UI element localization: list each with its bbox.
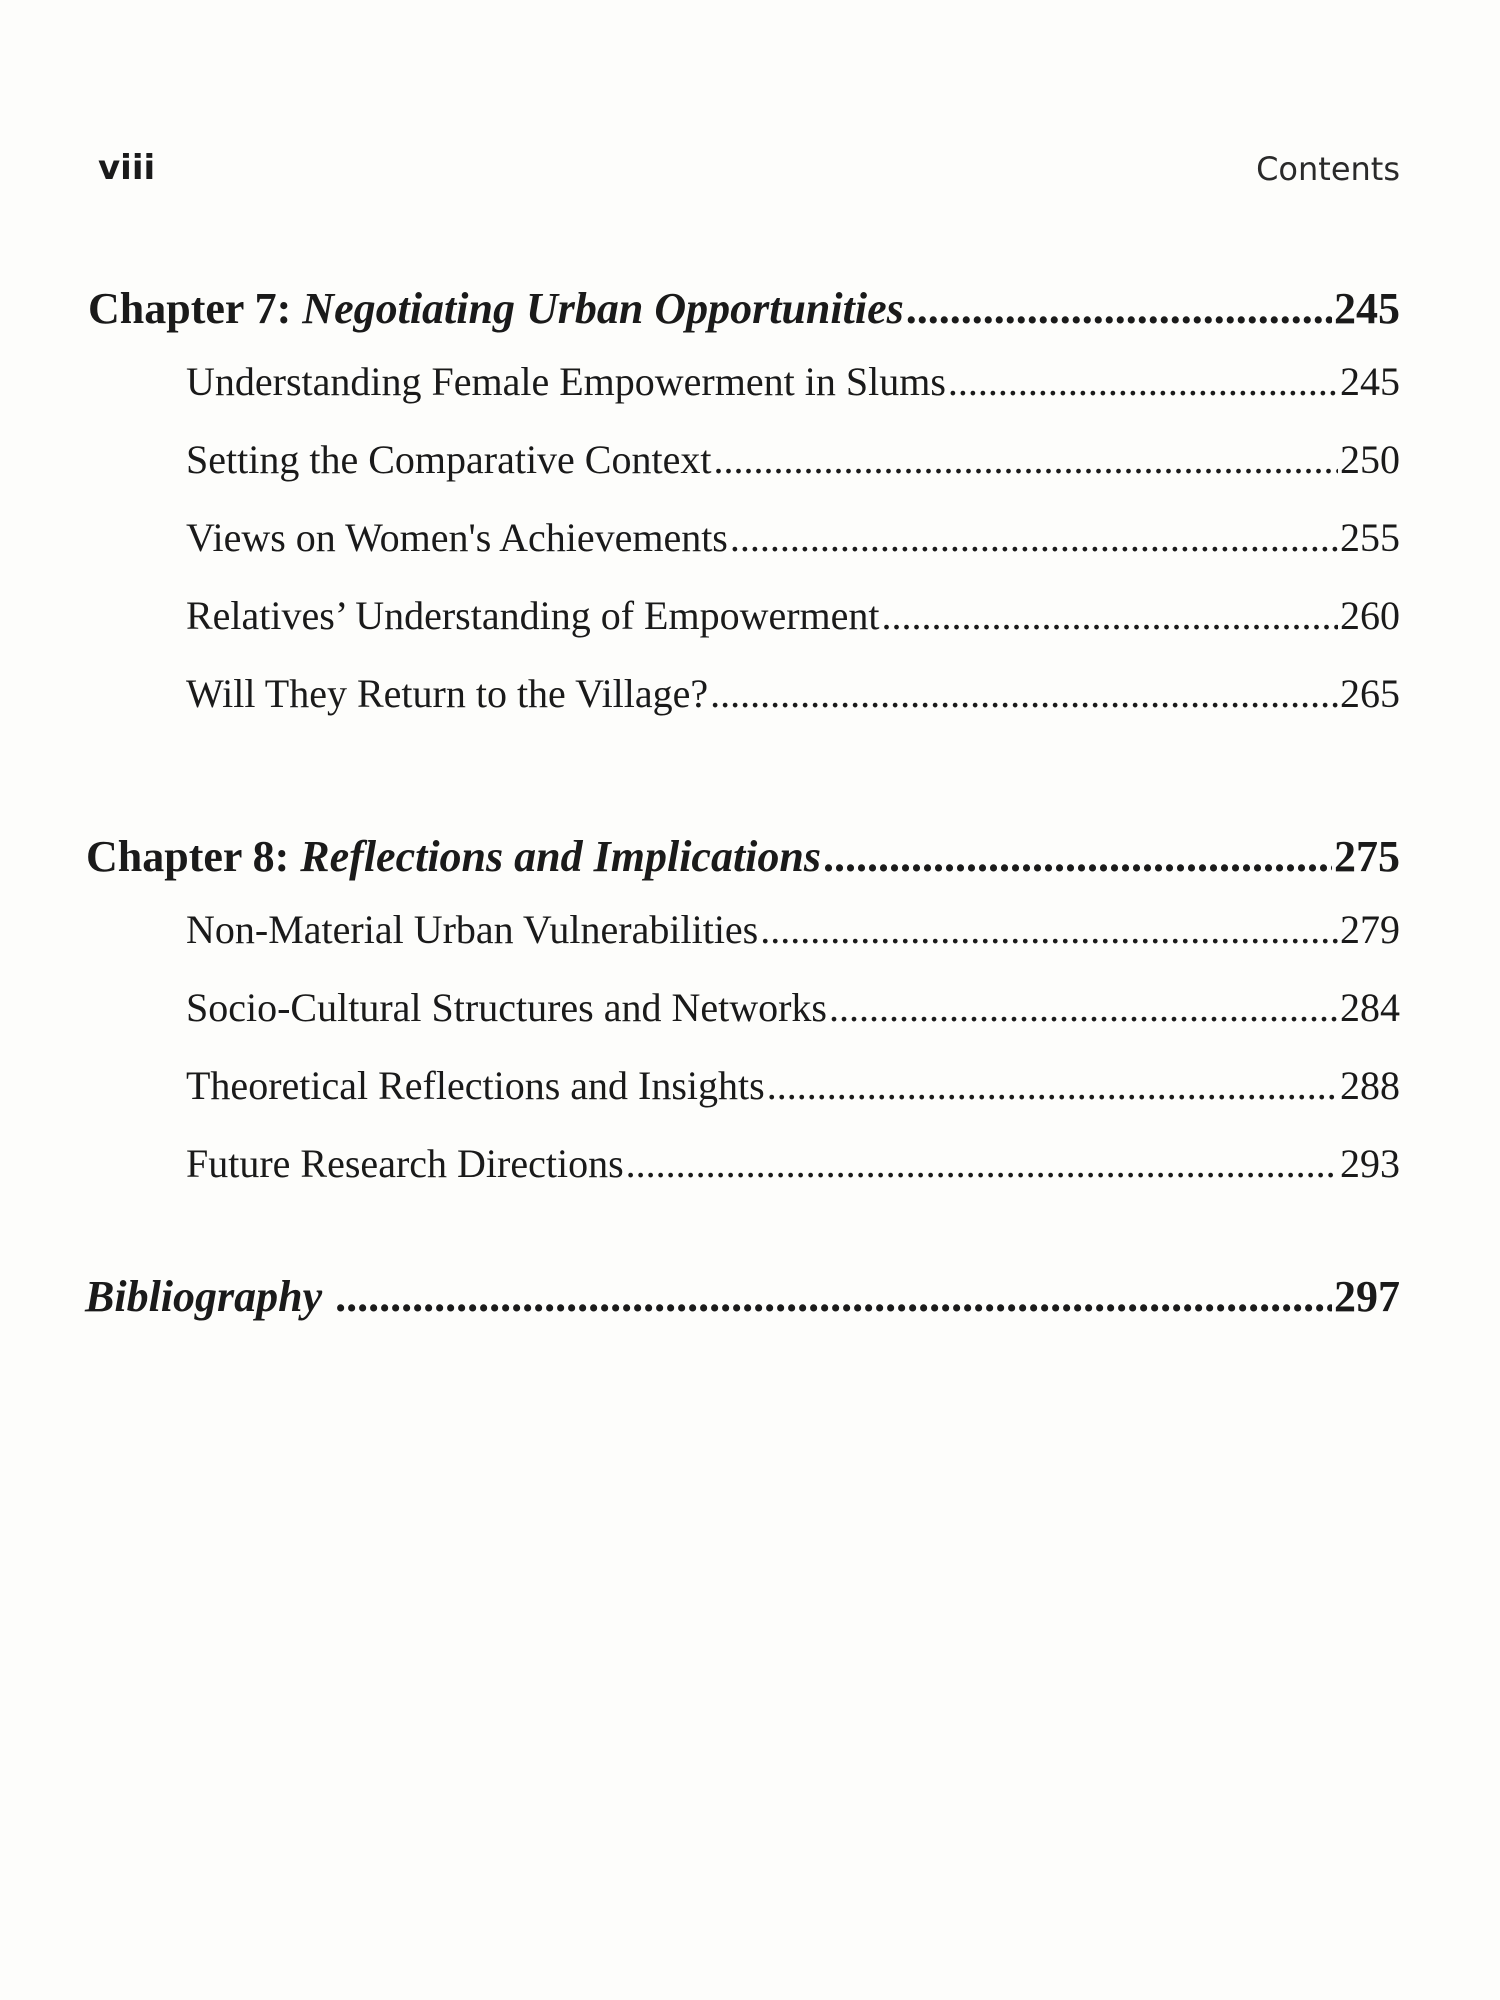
section-title: Future Research Directions (186, 1141, 624, 1186)
section-title: Will They Return to the Village? (186, 671, 709, 716)
dot-leader (882, 577, 1338, 655)
section-page: 260 (1340, 593, 1400, 638)
dot-leader (823, 823, 1332, 891)
section-page: 288 (1340, 1063, 1400, 1108)
running-head: Contents (1256, 150, 1400, 188)
toc-section-entry (88, 655, 1400, 733)
bibliography-page: 297 (1334, 1272, 1400, 1321)
chapter-8-name: Reflections and Implications (300, 832, 821, 881)
chapter-8-title (86, 823, 821, 891)
section-page: 255 (1340, 515, 1400, 560)
section-title: Non-Material Urban Vulnerabilities (186, 907, 759, 952)
dot-leader (906, 275, 1332, 343)
chapter-8-page: 275 (1334, 832, 1400, 881)
bibliography-title: Bibliography (85, 1272, 323, 1321)
section-title: Socio-Cultural Structures and Networks (186, 985, 827, 1030)
chapter-7-title (88, 275, 904, 343)
chapter-7-page: 245 (1334, 284, 1400, 333)
section-title: Setting the Comparative Context (186, 437, 712, 482)
toc-section-entry (88, 577, 1400, 655)
dot-leader (710, 655, 1338, 733)
chapter-7-label: Chapter 7: (88, 284, 292, 333)
dot-leader (829, 969, 1338, 1047)
chapter-7-entry (88, 275, 1400, 343)
dot-leader (948, 343, 1338, 421)
chapter-8-label: Chapter 8: (86, 832, 290, 881)
page-number-folio: viii (98, 148, 156, 188)
section-title: Relatives’ Understanding of Empowerment (186, 593, 880, 638)
bibliography-entry (85, 1263, 1400, 1331)
toc-section-entry (88, 969, 1400, 1047)
dot-leader (767, 1047, 1338, 1125)
section-page: 250 (1340, 437, 1400, 482)
section-page: 245 (1340, 359, 1400, 404)
dot-leader (335, 1263, 1332, 1331)
section-title: Theoretical Reflections and Insights (186, 1063, 765, 1108)
section-page: 284 (1340, 985, 1400, 1030)
bibliography-block (85, 1263, 1400, 1331)
chapter-8-block (88, 823, 1400, 1203)
toc-section-entry (88, 891, 1400, 969)
section-page: 293 (1340, 1141, 1400, 1186)
chapter-8-entry (86, 823, 1400, 891)
chapter-7-block (88, 275, 1400, 733)
toc-section-entry (88, 421, 1400, 499)
dot-leader (730, 499, 1338, 577)
chapter-7-name: Negotiating Urban Opportunities (302, 284, 904, 333)
section-title: Understanding Female Empowerment in Slums (186, 359, 946, 404)
section-title: Views on Women's Achievements (186, 515, 728, 560)
toc-section-entry (88, 1047, 1400, 1125)
section-page: 279 (1340, 907, 1400, 952)
section-page: 265 (1340, 671, 1400, 716)
toc-section-entry (88, 343, 1400, 421)
page-header (98, 148, 1400, 198)
dot-leader (760, 891, 1338, 969)
table-of-contents (85, 275, 1400, 1331)
toc-section-entry (88, 499, 1400, 577)
dot-leader (626, 1125, 1338, 1203)
dot-leader (713, 421, 1338, 499)
toc-section-entry (88, 1125, 1400, 1203)
